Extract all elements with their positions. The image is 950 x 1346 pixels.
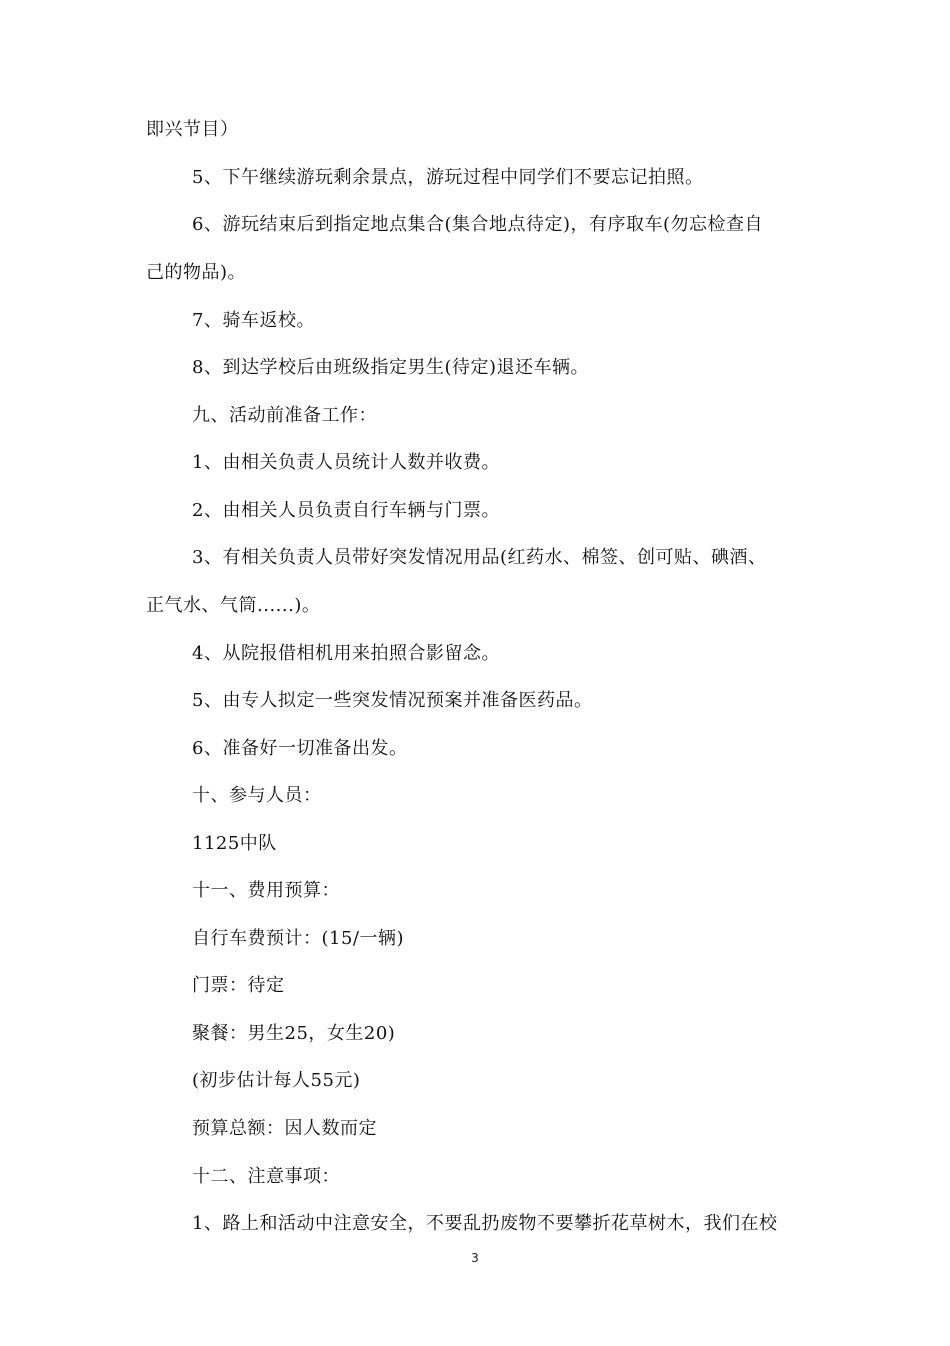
text-line: 8、到达学校后由班级指定男生(待定)退还车辆。: [192, 357, 589, 378]
text-line: 预算总额：因人数而定: [192, 1118, 377, 1139]
text-line: 1、路上和活动中注意安全，不要乱扔废物不要攀折花草树木，我们在校: [192, 1213, 778, 1234]
text-line: 自行车费预计：(15/一辆): [192, 928, 405, 949]
text-line: 聚餐：男生25，女生20): [192, 1023, 396, 1044]
text-line: 即兴节目）: [146, 119, 239, 140]
section-heading: 十、参与人员：: [192, 785, 322, 806]
section-heading: 十一、费用预算：: [192, 880, 340, 901]
text-line: (初步估计每人55元): [192, 1070, 361, 1091]
text-line: 6、准备好一切准备出发。: [192, 738, 408, 759]
text-line: 门票：待定: [192, 975, 285, 996]
text-line: 1、由相关负责人员统计人数并收费。: [192, 452, 500, 473]
text-line: 7、骑车返校。: [192, 310, 315, 331]
text-line: 3、有相关负责人员带好突发情况用品(红药水、棉签、创可贴、碘酒、: [192, 547, 767, 568]
text-line: 4、从院报借相机用来拍照合影留念。: [192, 643, 500, 664]
text-line: 正气水、气筒......)。: [146, 595, 321, 616]
section-heading: 九、活动前准备工作：: [192, 405, 377, 426]
page-number: 3: [471, 1251, 479, 1265]
text-line: 5、下午继续游玩剩余景点，游玩过程中同学们不要忘记拍照。: [192, 167, 704, 188]
section-heading: 十二、注意事项：: [192, 1166, 340, 1187]
text-line: 1125中队: [192, 833, 277, 854]
text-line: 己的物品)。: [146, 262, 247, 283]
text-line: 2、由相关人员负责自行车辆与门票。: [192, 500, 500, 521]
text-line: 5、由专人拟定一些突发情况预案并准备医药品。: [192, 690, 593, 711]
text-line: 6、游玩结束后到指定地点集合(集合地点待定)，有序取车(勿忘检查自: [192, 214, 764, 235]
